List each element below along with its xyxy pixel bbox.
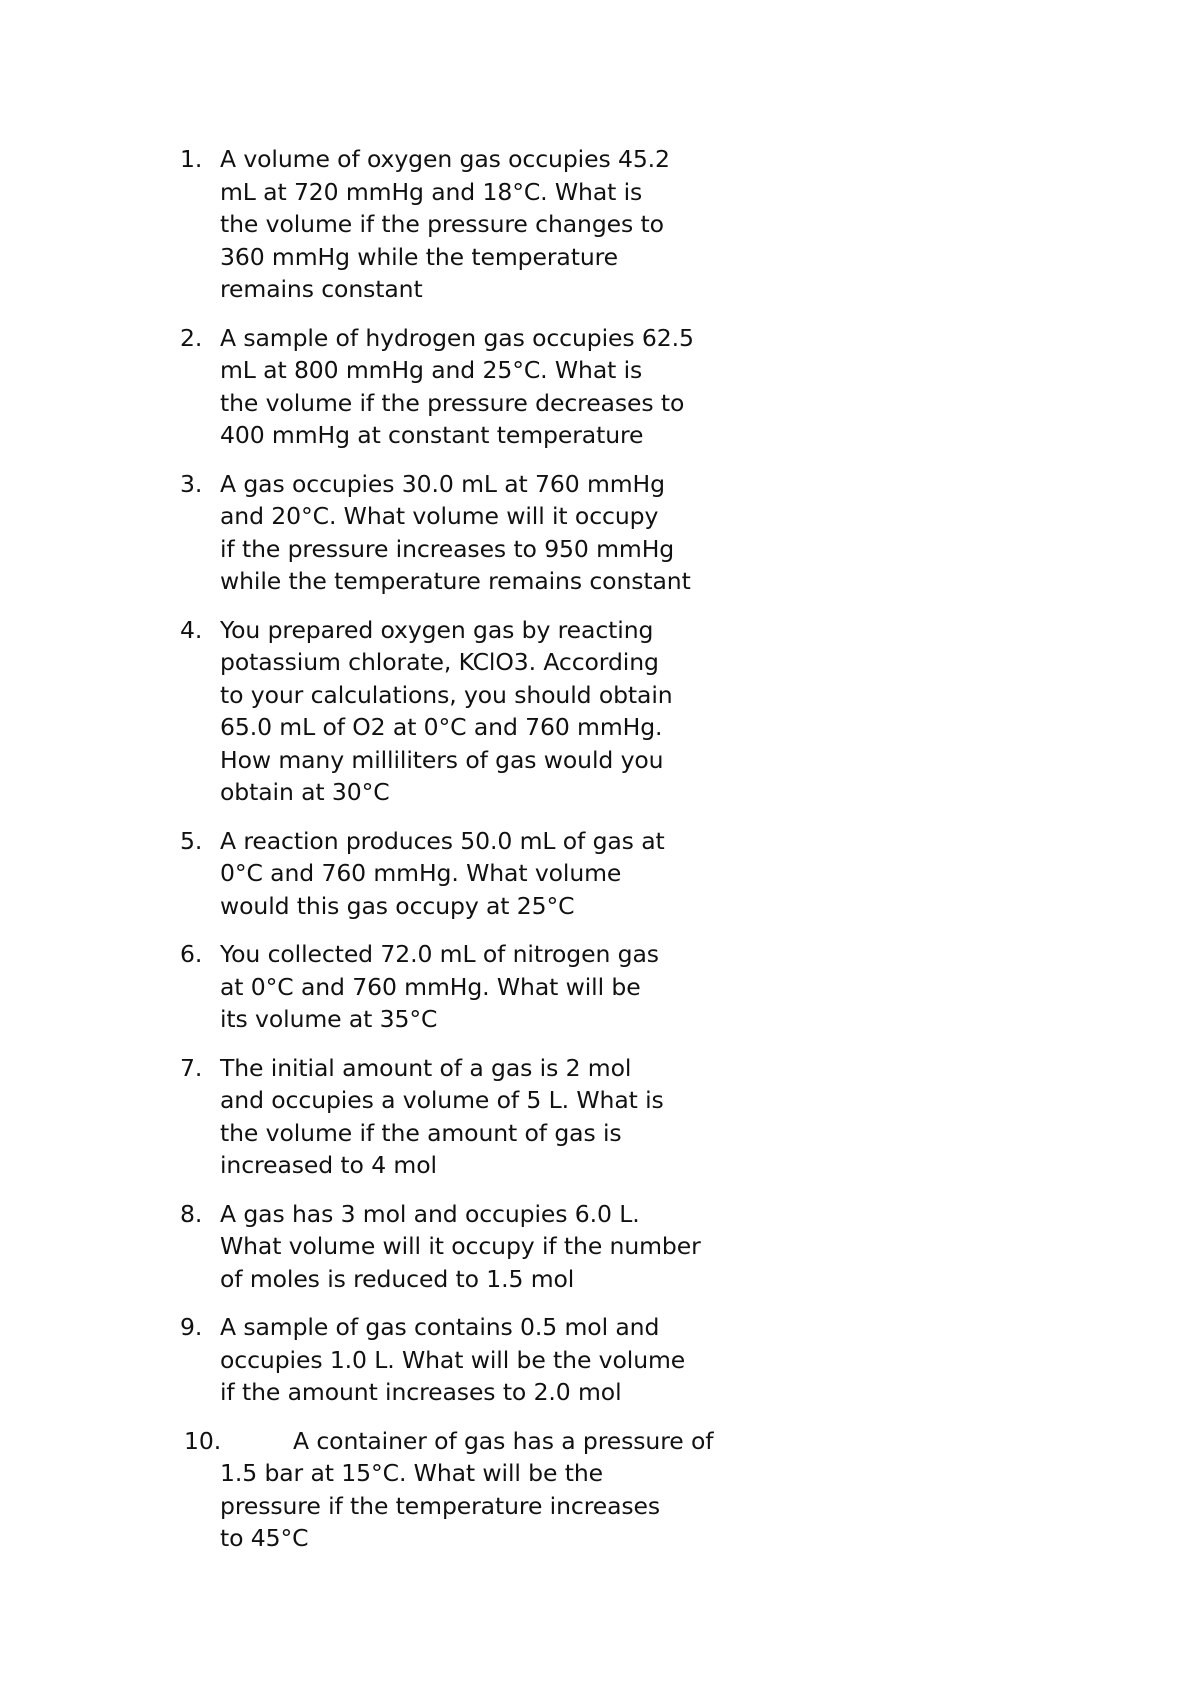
problem-text — [220, 143, 760, 306]
problem-line: 400 mmHg at constant temperature — [220, 421, 644, 449]
problem-list — [180, 143, 760, 1571]
problem-line: occupies 1.0 L. What will be the volume — [220, 1345, 686, 1374]
problem-line: What volume will it occupy if the number — [220, 1232, 701, 1260]
problem-number: 7. — [180, 1053, 203, 1082]
problem-line: of moles is reduced to 1.5 mol — [220, 1264, 575, 1293]
problem-text — [220, 322, 760, 452]
problem-item-8 — [180, 1198, 760, 1296]
problem-line: if the amount increases to 2.0 mol — [220, 1378, 622, 1406]
problem-line: its volume at 35°C — [220, 1005, 438, 1033]
problem-text — [220, 468, 760, 598]
problem-line: and 20°C. What volume will it occupy — [220, 502, 659, 530]
problem-line: would this gas occupy at 25°C — [220, 891, 575, 920]
problem-text — [220, 1425, 760, 1555]
problem-line: The initial amount of a gas is 2 mol — [220, 1053, 632, 1082]
problem-line: increased to 4 mol — [220, 1151, 437, 1179]
problem-item-9 — [180, 1311, 760, 1409]
problem-number: 10. — [184, 1426, 222, 1455]
problem-number: 5. — [180, 826, 203, 855]
problem-item-6 — [180, 938, 760, 1036]
problem-number: 1. — [180, 145, 203, 173]
problem-line: the volume if the pressure changes to — [220, 210, 664, 238]
problem-line: while the temperature remains constant — [220, 567, 691, 595]
problem-line: 1.5 bar at 15°C. What will be the — [220, 1459, 603, 1487]
problem-text — [220, 614, 760, 809]
problem-number: 2. — [180, 323, 203, 352]
problem-line: You collected 72.0 mL of nitrogen gas — [220, 940, 659, 968]
problem-item-1 — [180, 143, 760, 306]
problem-item-7 — [180, 1052, 760, 1182]
problem-line: A reaction produces 50.0 mL of gas at — [220, 826, 665, 855]
problem-line: obtain at 30°C — [220, 778, 390, 806]
problem-line: A sample of gas contains 0.5 mol and — [220, 1313, 660, 1341]
problem-item-5 — [180, 825, 760, 923]
problem-item-4 — [180, 614, 760, 809]
problem-line: 0°C and 760 mmHg. What volume — [220, 859, 622, 887]
problem-number: 6. — [180, 940, 203, 968]
problem-line: How many milliliters of gas would you — [220, 745, 664, 774]
problem-line: to your calculations, you should obtain — [220, 680, 673, 709]
problem-line: 360 mmHg while the temperature — [220, 242, 619, 271]
problem-line: if the pressure increases to 950 mmHg — [220, 534, 675, 563]
problem-text — [220, 1052, 760, 1182]
problem-item-3 — [180, 468, 760, 598]
problem-line: mL at 720 mmHg and 18°C. What is — [220, 177, 643, 206]
problem-item-10 — [180, 1425, 760, 1555]
problem-text — [220, 1198, 760, 1296]
problem-line: A gas has 3 mol and occupies 6.0 L. — [220, 1199, 640, 1228]
problem-line: You prepared oxygen gas by reacting — [220, 615, 654, 644]
problem-line: the volume if the amount of gas is — [220, 1118, 622, 1147]
problem-line: mL at 800 mmHg and 25°C. What is — [220, 356, 643, 384]
problem-number: 9. — [180, 1313, 203, 1341]
problem-line: the volume if the pressure decreases to — [220, 388, 685, 417]
problem-line: remains constant — [220, 275, 423, 303]
problem-text — [220, 825, 760, 923]
problem-line: A gas occupies 30.0 mL at 760 mmHg — [220, 469, 665, 498]
problem-line: 65.0 mL of O2 at 0°C and 760 mmHg. — [220, 713, 663, 741]
problem-number: 3. — [180, 469, 203, 498]
problem-line: and occupies a volume of 5 L. What is — [220, 1086, 664, 1114]
problem-item-2 — [180, 322, 760, 452]
problem-line: A container of gas has a pressure of — [293, 1426, 714, 1455]
problem-line: A volume of oxygen gas occupies 45.2 — [220, 145, 670, 173]
problem-line: A sample of hydrogen gas occupies 62.5 — [220, 323, 694, 352]
problem-line: potassium chlorate, KClO3. According — [220, 648, 659, 676]
problem-number: 8. — [180, 1199, 203, 1228]
problem-line: pressure if the temperature increases — [220, 1491, 661, 1520]
problem-line: at 0°C and 760 mmHg. What will be — [220, 972, 641, 1001]
problem-text — [220, 938, 760, 1036]
problem-text — [220, 1311, 760, 1409]
problem-line: to 45°C — [220, 1524, 309, 1552]
problem-number: 4. — [180, 615, 203, 644]
